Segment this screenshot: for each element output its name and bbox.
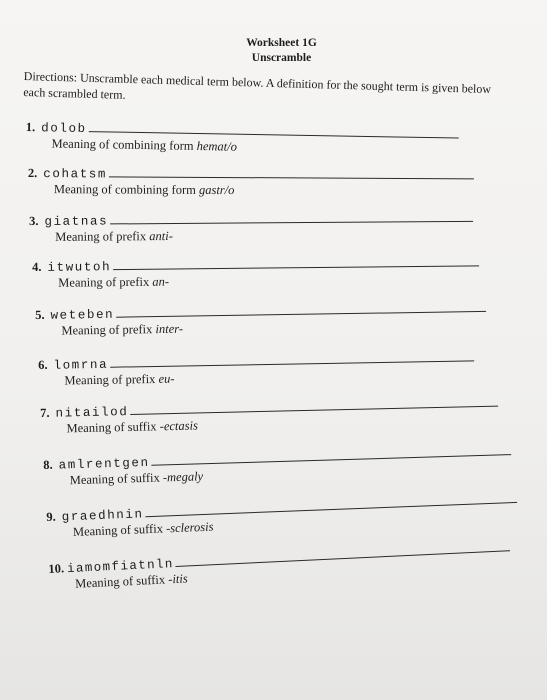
list-item	[46, 490, 518, 541]
item-number: 1.	[25, 119, 36, 135]
scrambled-term: weteben	[50, 307, 115, 323]
list-item	[29, 209, 473, 245]
scrambled-term: lomrna	[53, 357, 109, 373]
hint-term: hemat/o	[196, 138, 238, 154]
definition-hint: Meaning of prefix eu-	[64, 371, 175, 388]
list-item	[40, 394, 499, 437]
item-number: 4.	[32, 259, 42, 274]
hint-term: an-	[152, 274, 170, 289]
hint-term: inter-	[155, 321, 184, 337]
hint-term: gastr/o	[198, 182, 235, 198]
list-item	[25, 118, 458, 159]
answer-line[interactable]	[113, 264, 479, 270]
definition-hint: Meaning of suffix -sclerosis	[72, 519, 214, 539]
item-number: 7.	[40, 405, 50, 420]
hint-term: -sclerosis	[165, 519, 214, 536]
definition-hint: Meaning of combining form hemat/o	[51, 136, 238, 154]
scrambled-term: nitailod	[55, 404, 129, 421]
list-item	[28, 164, 474, 199]
item-number: 6.	[38, 357, 48, 372]
answer-line[interactable]	[109, 175, 474, 179]
scrambled-term: dolob	[41, 121, 87, 137]
scrambled-term: iamomfiatnln	[66, 557, 175, 577]
definition-hint: Meaning of suffix -itis	[74, 571, 188, 591]
answer-line[interactable]	[89, 130, 459, 138]
list-item	[43, 442, 512, 489]
list-item	[48, 538, 511, 593]
definition-hint: Meaning of suffix -ectasis	[66, 418, 199, 436]
hint-term: -itis	[167, 571, 188, 587]
definition-hint: Meaning of prefix anti-	[55, 228, 173, 244]
worksheet-title: Worksheet 1G	[246, 37, 317, 49]
item-number: 10.	[48, 561, 65, 576]
list-item	[35, 299, 487, 339]
definition-hint: Meaning of suffix -megaly	[69, 469, 204, 488]
item-number: 2.	[27, 165, 38, 181]
item-number: 5.	[35, 307, 45, 322]
scrambled-term: graedhnin	[61, 507, 144, 525]
hint-term: eu-	[158, 371, 175, 386]
list-item	[38, 348, 474, 389]
scrambled-term: cohatsm	[43, 167, 108, 182]
definition-hint: Meaning of combining form gastr/o	[53, 182, 235, 198]
definition-hint: Meaning of prefix inter-	[61, 321, 184, 338]
hint-term: anti-	[149, 228, 173, 244]
item-number: 8.	[43, 457, 53, 472]
hint-term: -megaly	[162, 469, 204, 485]
hint-term: -ectasis	[159, 418, 199, 434]
scrambled-term: amlrentgen	[58, 455, 150, 473]
definition-hint: Meaning of prefix an-	[58, 274, 170, 290]
worksheet-subtitle: Unscramble	[251, 52, 312, 64]
scrambled-term: giatnas	[44, 214, 109, 229]
item-number: 9.	[46, 509, 56, 524]
directions-text: Directions: Unscramble each medical term below. A definition for the sought term is given below each scrambled term.	[23, 68, 492, 102]
list-item	[32, 253, 479, 291]
answer-line[interactable]	[110, 359, 474, 367]
answer-line[interactable]	[116, 310, 486, 318]
answer-line[interactable]	[110, 220, 473, 225]
scrambled-term: itwutoh	[47, 260, 112, 275]
item-number: 3.	[29, 213, 39, 228]
